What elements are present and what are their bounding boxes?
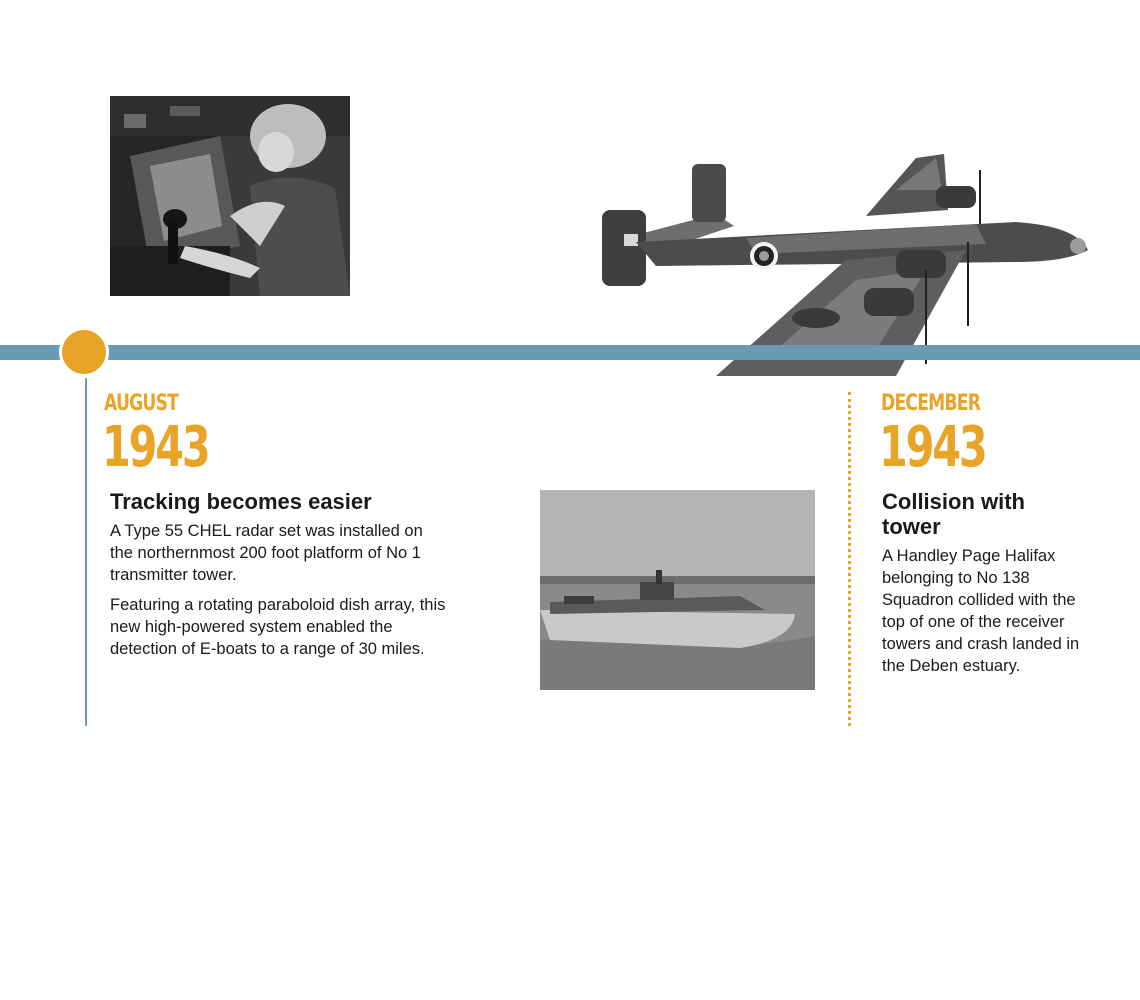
event-body bbox=[110, 520, 446, 668]
e-boat-photo bbox=[540, 490, 815, 690]
event-paragraph: Featuring a rotating paraboloid dish array, this new high-powered system enabled the detection of E-boats to a range of 30 miles. bbox=[110, 596, 446, 658]
event-title: Tracking becomes easier bbox=[110, 489, 372, 514]
event-title: Collision with tower bbox=[882, 489, 1025, 539]
event-month: AUGUST bbox=[104, 391, 179, 416]
event-body bbox=[882, 545, 1097, 685]
event-year: 1943 bbox=[102, 415, 209, 480]
event-paragraph: A Type 55 CHEL radar set was installed on the northernmost 200 foot platform of No 1 transmitter tower. bbox=[110, 522, 423, 584]
timeline-bar bbox=[0, 345, 1140, 360]
event-month: DECEMBER bbox=[881, 391, 981, 416]
timeline-marker bbox=[59, 327, 109, 377]
event-divider-dotted-line bbox=[848, 392, 851, 726]
event-paragraph: A Handley Page Halifax belonging to No 138 Squadron collided with the top of one of the receiver towers and crash landed in the Deben estuary. bbox=[882, 547, 1080, 675]
event-year: 1943 bbox=[879, 415, 986, 480]
radar-operator-photo bbox=[110, 96, 350, 296]
event-divider-line bbox=[85, 378, 87, 726]
